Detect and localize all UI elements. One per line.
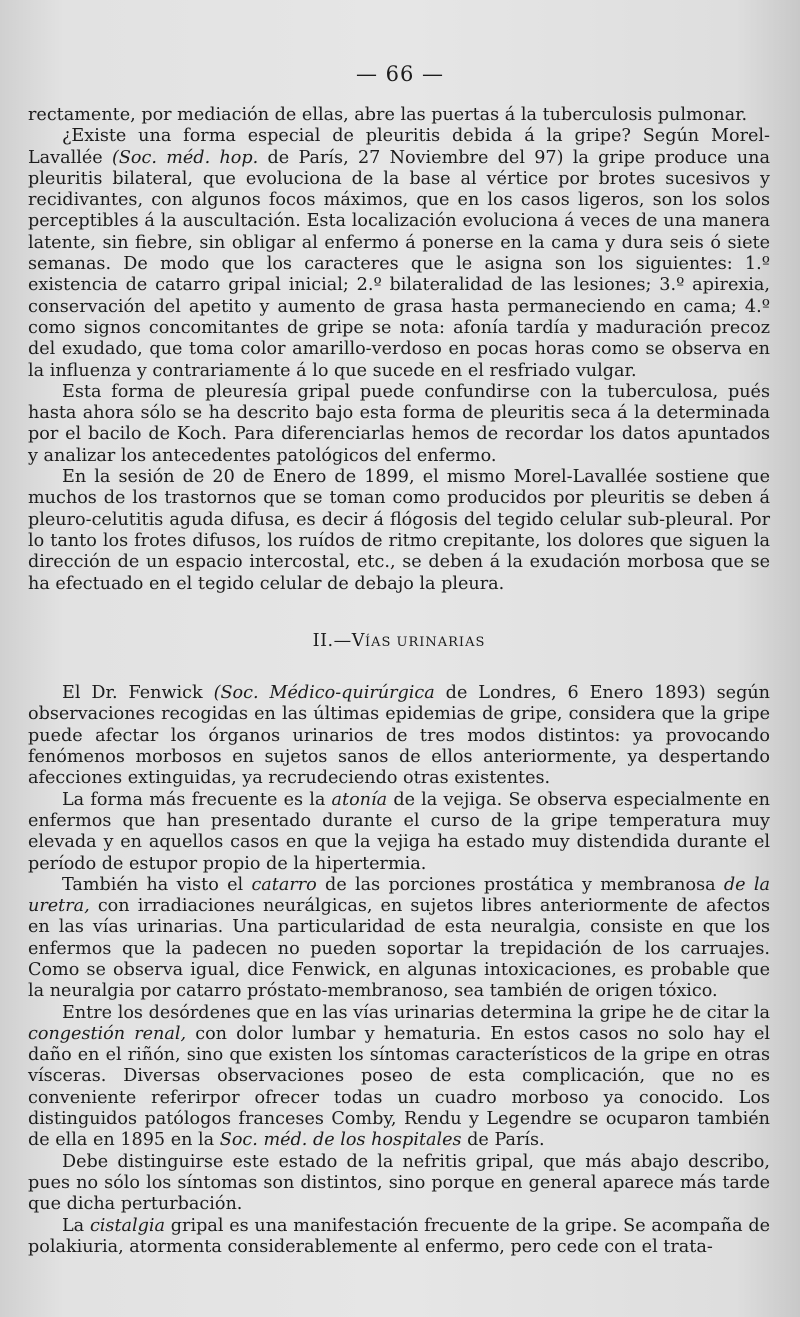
section-numeral: II.— (312, 630, 352, 651)
italic-span: de la uretra, (28, 874, 770, 917)
paragraph-p1 (28, 105, 770, 126)
text-span: También ha visto el (62, 874, 252, 895)
text-span: de la vejiga. Se observa especialmente en enfermos que han presentado durante el curso de la gripe temperatura muy elevada y en aquellos casos en que la vejiga ha estado muy distendida durante el período de estupor propio de la hipertermia. (28, 789, 770, 874)
page-number: — 66 — (355, 62, 445, 86)
paragraph-p7 (28, 875, 770, 1003)
text-span: En la sesión de 20 de Enero de 1899, el mismo Morel-Lavallée sostiene que muchos de los trastornos que se toman como producidos por pleuritis se deben á pleuro-celutitis aguda difusa, es decir á flógosis del tegido celular sub-pleural. Por lo tanto los frotes difusos, los ruídos de ritmo crepitante, los dolores que siguen la dirección de un espacio intercostal, etc., se deben á la exudación morbosa que se ha efectuado en el tegido celular de debajo la pleura. (28, 467, 770, 594)
section-title-initial: V (351, 630, 365, 651)
page-body (28, 105, 770, 1258)
text-span: Entre los desórdenes que en las vías urinarias determina la gripe he de citar la (62, 1002, 770, 1023)
paragraph-p4 (28, 467, 770, 595)
text-span: de las porciones prostática y membranosa (316, 874, 724, 895)
text-span: ¿Existe una forma especial de pleuritis debida á la gripe? Según Morel-Lavallée (28, 126, 770, 168)
italic-span: congestión renal, (28, 1023, 187, 1044)
italic-span: cistalgia (89, 1215, 166, 1236)
paragraph-p6 (28, 790, 770, 875)
italic-span: atonía (331, 789, 388, 810)
paragraph-p9 (28, 1152, 770, 1216)
paragraph-p2 (28, 126, 770, 382)
italic-span: catarro (251, 874, 317, 895)
paragraphs-before-heading (28, 105, 770, 595)
section-heading (28, 631, 770, 653)
text-span: El Dr. Fenwick (62, 683, 214, 704)
paragraphs-after-heading (28, 683, 770, 1258)
text-span: Debe distinguirse este estado de la nefritis gripal, que más abajo describo, pues no sólo los síntomas son distintos, sino porque en general aparece más tarde que dicha perturbación. (28, 1151, 770, 1215)
text-span: Esta forma de pleuresía gripal puede confundirse con la tuberculosa, pués hasta ahora sólo se ha descrito bajo esta forma de pleuritis seca á la determinada por el bacilo de Koch. Para diferenciarlas hemos de recordar los datos apuntados y analizar los antecedentes patológicos del enfermo. (28, 381, 770, 466)
text-span: de París, 27 Noviembre del 97) la gripe produce una pleuritis bilateral, que evoluciona de la base al vértice por brotes sucesivos y recidivantes, con algunos focos máximos, que en los casos ligeros, son los solos perceptibles á la auscultación. Esta localización evoluciona á veces de una manera latente, sin fiebre, sin obligar al enfermo á ponerse en la cama y dura seis ó siete semanas. De modo que los caracteres que le asigna son los siguientes: 1.º existencia de catarro gripal inicial; 2.º bilateralidad de las lesiones; 3.º apirexia, conservación del apetito y aumento de grasa hasta permaneciendo en cama; 4.º como signos concomitantes de gripe se nota: afonía tardía y maduración precoz del exudado, que toma color amarillo-verdoso en pocas horas como se observa en la influenza y contrariamente á lo que sucede en el resfriado vulgar. (28, 147, 770, 381)
text-span: La (62, 1215, 90, 1236)
paragraph-p3 (28, 382, 770, 467)
text-span: de Londres, 6 Enero 1893) según observaciones recogidas en las últimas epidemias de gripe, considera que la gripe puede afectar los órganos urinarios de tres modos distintos: ya provocando fenómenos morbosos en sujetos sanos de ellos anteriormente, ya despertando afecciones extinguidas, ya recrudeciendo otras existentes. (28, 683, 770, 789)
section-title-rest: ÍAS URINARIAS (364, 634, 486, 650)
text-span: de París. (461, 1130, 545, 1151)
italic-span: (Soc. méd. hop. (111, 147, 259, 168)
paragraph-p10 (28, 1216, 770, 1259)
text-span: gripal es una manifestación frecuente de la gripe. Se acompaña de polakiuria, atormenta considerablemente al enfermo, pero cede con el trata- (28, 1215, 771, 1257)
text-span: La forma más frecuente es la (62, 789, 332, 810)
text-span: con irradiaciones neurálgicas, en sujetos libres anteriormente de afectos en las vías urinarias. Una particularidad de esta neuralgia, consiste en que los enfermos que la padecen no pueden soportar la trepidación de los carruajes. Como se observa igual, dice Fenwick, en algunas intoxicaciones, es probable que la neuralgia por catarro próstato-membranoso, sea también de origen tóxico. (28, 896, 770, 1002)
italic-span: Soc. méd. de los hospitales (219, 1130, 462, 1151)
paragraph-p5 (28, 683, 770, 789)
text-span: con dolor lumbar y hematuria. En estos casos no solo hay el daño en el riñón, sino que existen los síntomas característicos de la gripe en otras vísceras. Diversas observaciones poseo de esta complicación, que no es conveniente referirpor ofrecer todas un cuadro morboso ya conocido. Los distinguidos patólogos franceses Comby, Rendu y Legendre se ocuparon también de ella en 1895 en la (28, 1023, 770, 1151)
paragraph-p8 (28, 1003, 770, 1152)
italic-span: (Soc. Médico-quirúrgica (213, 683, 435, 704)
text-span: rectamente, por mediación de ellas, abre las puertas á la tuberculosis pulmonar. (28, 105, 748, 125)
